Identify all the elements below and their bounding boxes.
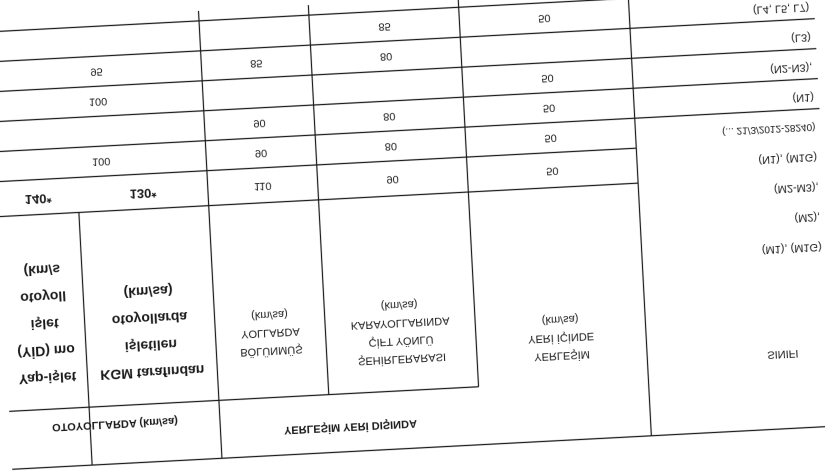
row3-yer: 50 [541,71,554,85]
row2-sehir: 80 [382,109,396,123]
row8-arac: (L4, L5, L7) [752,0,810,16]
row5-sehir: 85 [378,19,391,33]
row0-kgm: 130* [129,185,157,202]
col-sehir-line3: KARAYOLLARINDA [350,314,450,332]
row1-bol: 90 [254,146,268,160]
row0-yer: 50 [545,164,559,177]
col-kgm-line2: işletilen [124,336,178,356]
col-bolunmus-line2: YOLLARDA [240,325,301,341]
col-bolunmus-line3: (km/sa) [250,307,289,322]
col-yerlesim-line1: YERLEŞİM [533,347,591,363]
col-yerlesim-line2: YERİ İÇİNDE [527,329,595,346]
row2-arac: (M2-M3), [773,180,819,196]
row5-yer: 50 [537,11,551,25]
row0-bol: 110 [253,179,272,193]
col-sehir-line2: ÇİFT YÖNLÜ [368,333,434,349]
row0-yid: 140* [24,190,52,208]
col-kgm-line1: KGM tarafından [99,362,205,384]
row1-sehir: 80 [384,139,398,153]
row4-sehir: 80 [379,49,393,63]
col-kgm-line3: otoyollarda [111,308,188,329]
col-yerlesim-line3: (km/sa) [541,312,579,327]
row1-yer: 50 [544,131,558,144]
header-otoyol: OTOYOLLARDA (km/sa) [51,414,179,434]
row3-merged: 100 [88,94,108,108]
col-arac: SINIFI [766,346,799,361]
col-yid-line1: Yap-işlet [18,368,77,388]
row2-yer: 50 [542,101,556,115]
row6-arac: (N2-N3), [769,60,813,76]
col-kgm-line4: (km/sa) [123,282,174,302]
col-yid-line5: (km/s [23,261,61,280]
col-yid-line3: işlet [30,315,60,334]
col-sehir-line1: ŞEHİRLERARASI [357,350,447,368]
row1-arac: (M2), [794,210,821,224]
row4-merged: 95 [90,65,103,78]
row0-arac: (M1), (M1G) [761,240,823,256]
row3-arac: (N1), (M1G) [758,150,818,166]
row4-arac: (... 21/3/2012-28240) [721,120,816,137]
header-yerlesim-disi: YERLEŞİM YERİ DIŞINDA [283,417,418,436]
col-yid-line2: (YİD) mo [16,341,76,361]
col-yid-line4: otoyoll [19,288,67,307]
col-sehir-line4: (km/sa) [380,297,418,312]
row2-bol: 90 [253,116,266,130]
row0-sehir: 90 [386,172,399,186]
row4-bol: 85 [249,56,263,70]
row7-arac: (L3) [790,30,812,44]
row1-merged: 100 [91,154,111,168]
col-bolunmus-line1: BÖLÜNMÜŞ [239,342,303,359]
row5-arac: (N1) [792,90,815,104]
